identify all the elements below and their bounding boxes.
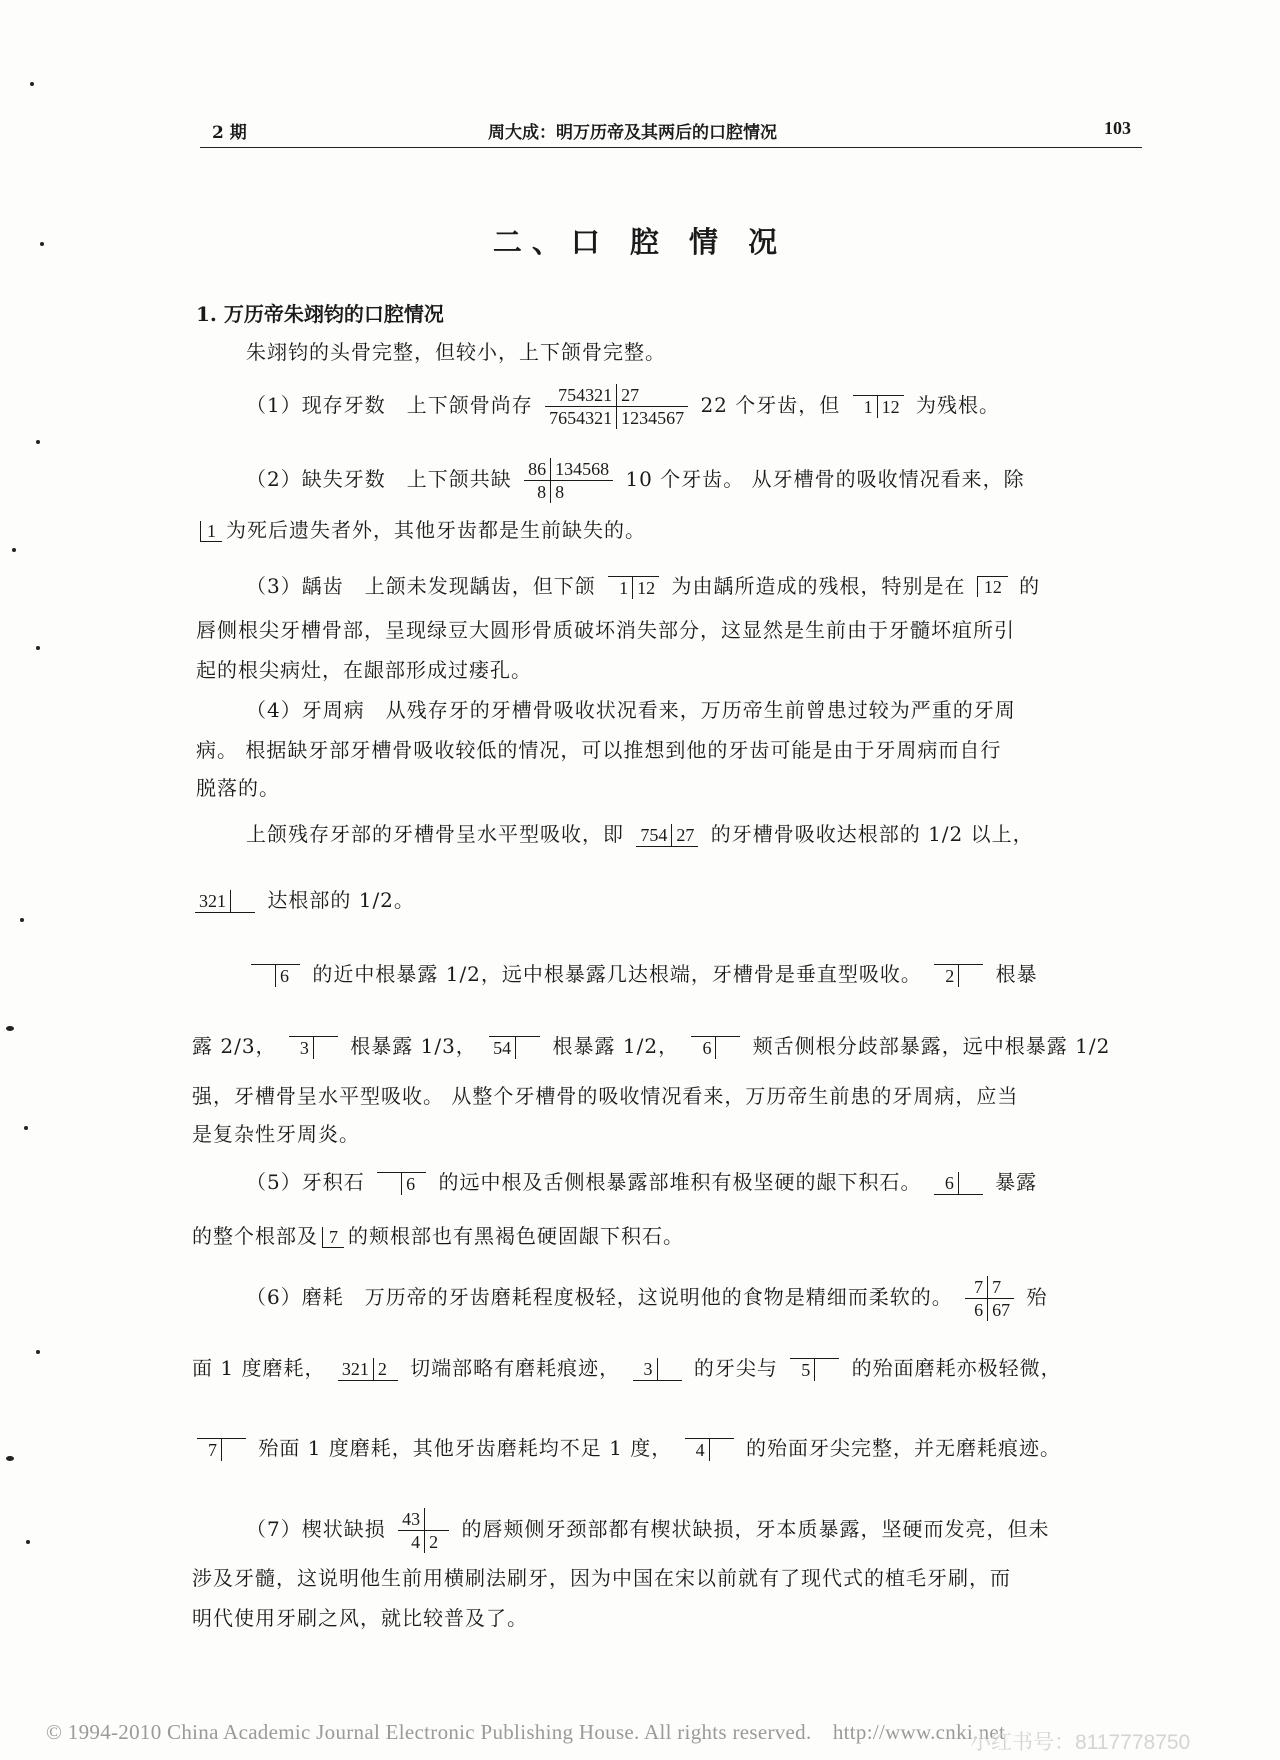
tooth-box: 12 (977, 576, 1008, 597)
tooth-box: 7 (322, 1227, 344, 1248)
p1-head: （1）现存牙数 上下颌骨尚存 (246, 393, 533, 417)
p1-tail: 为残根。 (915, 393, 1000, 417)
paragraph-6-line-4: 是复杂性牙周炎。 (192, 1122, 360, 1146)
paragraph-7-line-2: 的整个根部及 7 的颊根部也有黑褐色硬固龈下积石。 (192, 1224, 684, 1248)
scan-speck (30, 82, 34, 86)
tooth-chart: 6 (691, 1036, 740, 1059)
scan-speck (36, 646, 40, 650)
scan-speck (40, 242, 44, 246)
paragraph-6-line-1: 6 的近中根暴露 1/2，远中根暴露几达根端，牙槽骨是垂直型吸收。 2 根暴 (246, 958, 1038, 987)
tooth-chart: 3 (289, 1036, 338, 1059)
paragraph-8: （6）磨耗 万历帝的牙齿磨耗程度极轻，这说明他的食物是精细而柔软的。 7 7 6 67 殆 (246, 1277, 1048, 1320)
scan-speck (6, 1456, 14, 1461)
paragraph-4-line-1: （4）牙周病 从残存牙的牙槽骨吸收状况看来，万历帝生前曾患过较为严重的牙周 (246, 698, 1016, 722)
header-rule (200, 147, 1142, 148)
tooth-chart: 43 4 2 (398, 1508, 449, 1553)
paragraph-3-line-2: 唇侧根尖牙槽骨部，呈现绿豆大圆形骨质破坏消失部分，这显然是生前由于牙髓坏疽所引 (196, 618, 1015, 642)
paragraph-9-line-2: 涉及牙髓，这说明他生前用横刷法刷牙，因为中国在宋以前就有了现代式的植毛牙刷，而 (192, 1566, 1011, 1590)
tooth-chart: 7 (197, 1438, 246, 1461)
scan-speck (20, 918, 24, 922)
tooth-chart: 54 (489, 1036, 540, 1059)
paragraph-3: （3）龋齿 上颌未发现龋齿，但下颌 1 12 为由龋所造成的残根，特别是在 12 的 (246, 574, 1041, 598)
paragraph-3-line-3: 起的根尖病灶，在龈部形成过瘘孔。 (196, 658, 532, 682)
subsection-title: 1. 万历帝朱翊钧的口腔情况 (196, 302, 444, 326)
running-title: 周大成：明万历帝及其两后的口腔情况 (488, 123, 777, 143)
scan-speck (12, 548, 16, 552)
paragraph-2: （2）缺失牙数 上下颌共缺 86 134568 8 8 10 个牙齿。 从牙槽骨的吸收情况看来，除 (246, 459, 1025, 502)
tooth-chart: 6 (251, 964, 300, 987)
watermark: 小红书号：8117778750 (970, 1731, 1191, 1754)
scan-speck (6, 1026, 14, 1031)
scan-speck (26, 1540, 30, 1544)
tooth-chart: 4 (685, 1438, 734, 1461)
p1-mid: 22 个牙齿，但 (700, 393, 841, 417)
tooth-chart: 1 12 (853, 395, 904, 418)
paragraph-6-line-3: 强，牙槽骨呈水平型吸收。 从整个牙槽骨的吸收情况看来，万历帝生前患的牙周病，应当 (192, 1084, 1019, 1108)
paragraph-6-line-2: 露 2/3， 3 根暴露 1/3， 54 根暴露 1/2， 6 颊舌侧根分歧部暴露，远中根暴露 1/2 (192, 1034, 1111, 1058)
tooth-chart: 1 12 (608, 576, 659, 599)
scan-speck (24, 1126, 28, 1130)
issue-number: 2 期 (212, 123, 247, 143)
tooth-chart: 321 (195, 890, 255, 913)
paragraph-2-line-2: 1 为死后遗失者外，其他牙齿都是生前缺失的。 (196, 514, 646, 543)
paragraph-4-line-3: 脱落的。 (196, 776, 280, 800)
paragraph-8-line-2: 面 1 度磨耗， 321 2 切端部略有磨耗痕迹， 3 的牙尖与 5 的殆面磨耗亦极轻微， (192, 1356, 1062, 1380)
tooth-chart: 6 (934, 1172, 983, 1195)
paragraph-9: （7）楔状缺损 43 4 2 的唇颊侧牙颈部都有楔状缺损，牙本质暴露，坚硬而发亮，但未 (246, 1509, 1050, 1552)
paragraph-9-line-3: 明代使用牙刷之风，就比较普及了。 (192, 1606, 528, 1630)
tooth-chart: 6 (377, 1172, 426, 1195)
section-title: 二、口 腔 情 况 (492, 225, 788, 259)
paragraph-5-line-2: 321 达根部的 1/2。 (190, 884, 415, 913)
tooth-chart: 754321 27 7654321 1234567 (545, 384, 688, 429)
intro-paragraph: 朱翊钧的头骨完整，但较小，上下颌骨完整。 (246, 340, 666, 364)
paragraph-7: （5）牙积石 6 的远中根及舌侧根暴露部堆积有极坚硬的龈下积石。 6 暴露 (246, 1170, 1038, 1194)
tooth-chart: 5 (790, 1358, 839, 1381)
paragraph-4-line-2: 病。 根据缺牙部牙槽骨吸收较低的情况，可以推想到他的牙齿可能是由于牙周病而自行 (196, 738, 1002, 762)
tooth-chart: 2 (934, 964, 983, 987)
scan-speck (36, 1350, 40, 1354)
paragraph-8-line-3: 7 殆面 1 度磨耗，其他牙齿磨耗均不足 1 度， 4 的殆面牙尖完整，并无磨耗痕迹。 (192, 1432, 1061, 1461)
scan-speck (36, 440, 40, 444)
paragraph-5: 上颌残存牙部的牙槽骨呈水平型吸收，即 754 27 的牙槽骨吸收达根部的 1/2 以上， (246, 822, 1034, 846)
tooth-chart: 3 (633, 1358, 682, 1381)
tooth-chart: 7 7 6 67 (965, 1276, 1014, 1321)
tooth-chart: 754 27 (636, 824, 698, 847)
page-number: 103 (1104, 118, 1131, 138)
paragraph-1 (246, 384, 1000, 429)
tooth-chart: 321 2 (338, 1358, 398, 1381)
tooth-box: 1 (200, 521, 222, 542)
copyright-footer: © 1994-2010 China Academic Journal Electronic Publishing House. All rights reserved. http://www.cnki.net (46, 1720, 1006, 1744)
tooth-chart: 86 134568 8 8 (524, 458, 613, 503)
